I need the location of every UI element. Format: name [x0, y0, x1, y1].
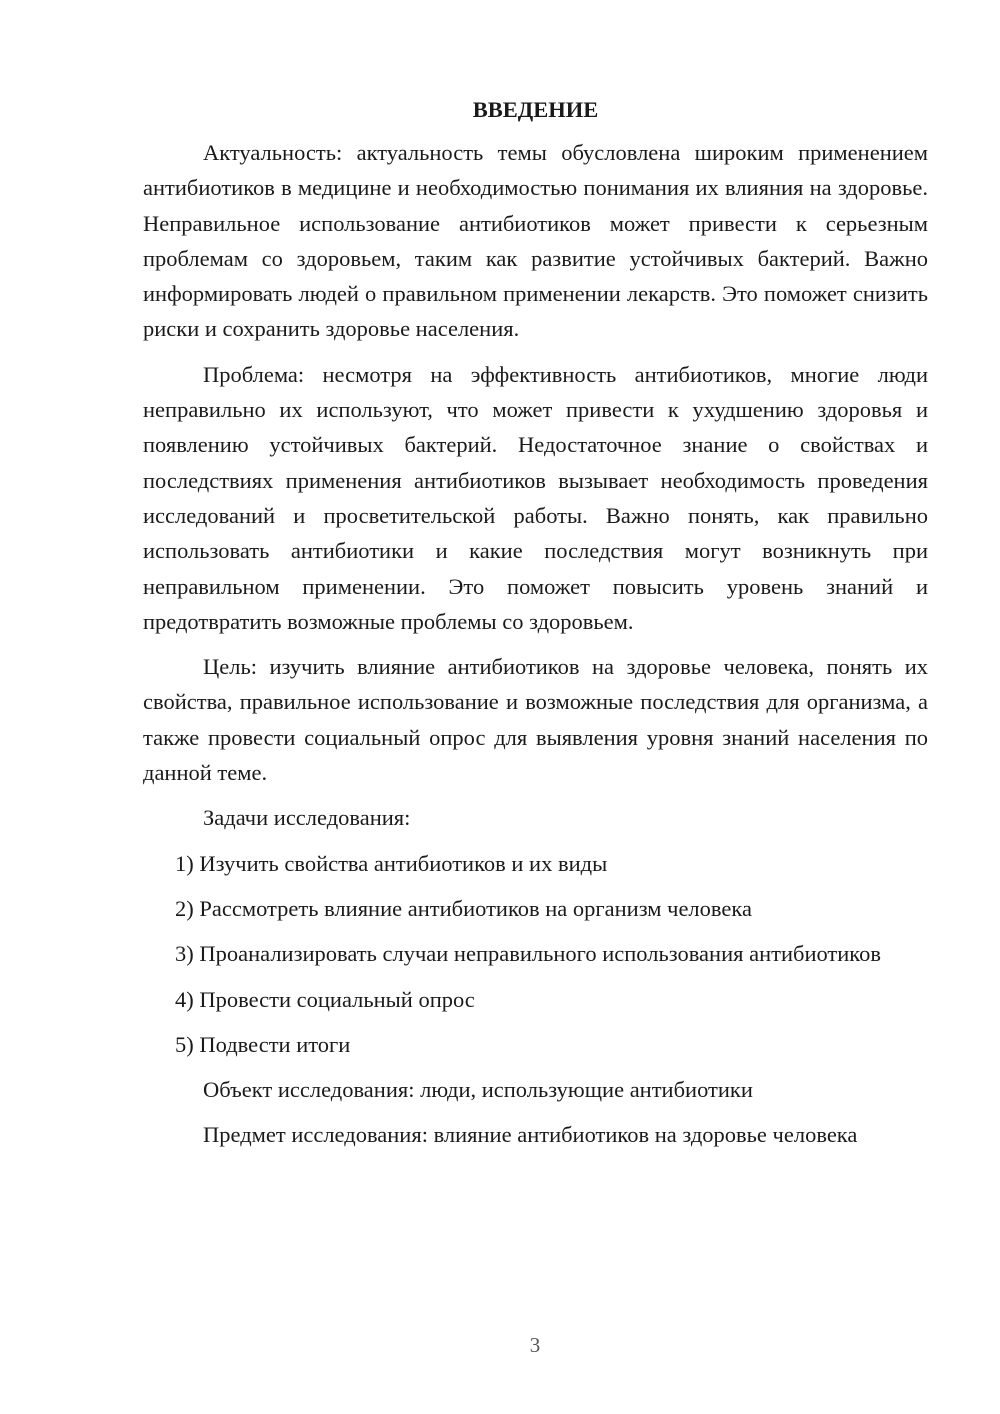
research-subject: Предмет исследования: влияние антибиотиков на здоровье человека — [203, 1122, 858, 1148]
task-item-1: 1) Изучить свойства антибиотиков и их виды — [175, 850, 608, 876]
tasks-label: Задачи исследования: — [203, 805, 411, 831]
task-item-3: 3) Проанализировать случаи неправильного использования антибиотиков — [175, 941, 881, 967]
task-item-4: 4) Провести социальный опрос — [175, 986, 475, 1012]
research-object: Объект исследования: люди, использующие антибиотики — [203, 1077, 753, 1103]
goal-paragraph: Цель: изучить влияние антибиотиков на здоровье человека, понять их свойства, правильное использование и возможные последствия для организма, а также провести социальный опрос для выявления уровня знаний населения по данной теме. — [143, 654, 928, 786]
page-content — [143, 95, 928, 1163]
section-heading: ВВЕДЕНИЕ — [472, 97, 599, 122]
task-item-2: 2) Рассмотреть влияние антибиотиков на организм человека — [175, 895, 752, 921]
relevance-paragraph: Актуальность: актуальность темы обусловлена широким применением антибиотиков в медицине и необходимостью понимания их влияния на здоровье. Неправильное использование антибиотиков может привести к серьезным проблемам со здоровьем, таким как развитие устойчивых бактерий. Важно информировать людей о правильном применении лекарств. Это поможет снизить риски и сохранить здоровье населения. — [143, 140, 928, 342]
problem-paragraph: Проблема: несмотря на эффективность антибиотиков, многие люди неправильно их используют, что может привести к ухудшению здоровья и появлению устойчивых бактерий. Недостаточное знание о свойствах и последствиях применения антибиотиков вызывает необходимость проведения исследований и просветительской работы. Важно понять, как правильно использовать антибиотики и какие последствия могут возникнуть при неправильном применении. Это поможет повысить уровень знаний и предотвратить возможные проблемы со здоровьем. — [143, 361, 928, 634]
page-number: 3 — [529, 1333, 541, 1357]
task-item-5: 5) Подвести итоги — [175, 1031, 351, 1057]
